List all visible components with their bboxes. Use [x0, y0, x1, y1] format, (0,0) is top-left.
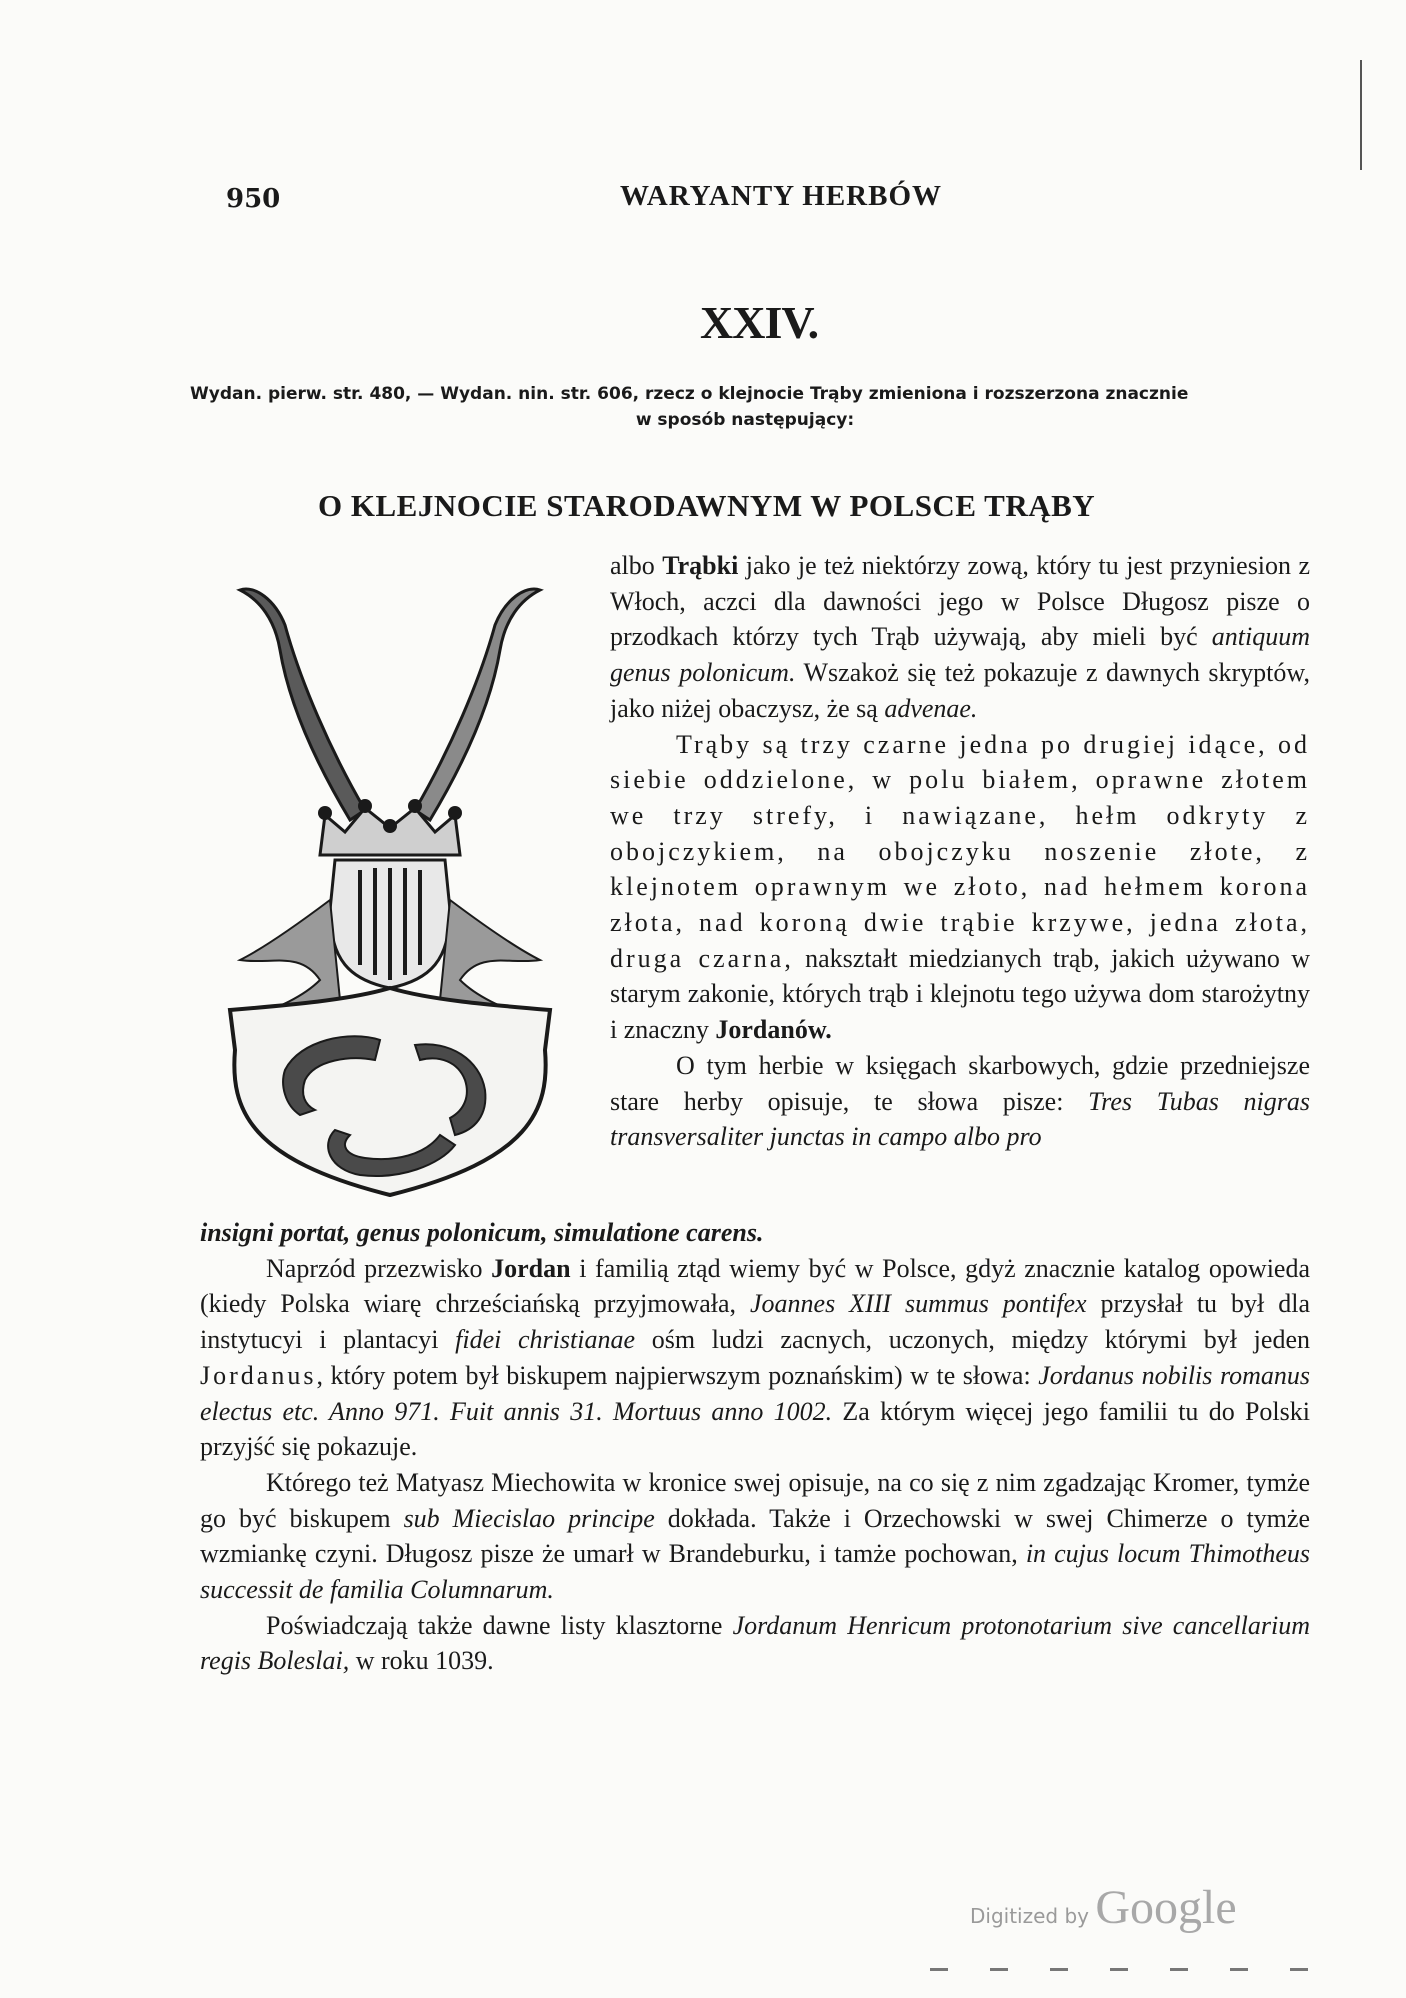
edition-note [190, 380, 1300, 434]
crest-description-column [610, 548, 1310, 1155]
edition-note-line-1: Wydan. pierw. str. 480, — Wydan. nin. str. 606, rzecz o klejnocie Trąby zmieniona i rozszerzona znacznie [190, 384, 1189, 404]
running-header-title: WARYANTY HERBÓW [620, 180, 943, 212]
paragraph: Naprzód przezwisko Jordan i familią ztąd wiemy być w Polsce, gdyż znacznie katalog opowieda (kiedy Polska wiarę chrześciańską przyjmowała, Joannes XIII summus pontifex przysłał tu był dla instytucyi i plantacyi fidei christianae ośm ludzi zacnych, uczonych, między którymi był jeden Jordanus, który potem był biskupem najpierwszym poznańskim) w te słowa: Jordanus nobilis romanus electus etc. Anno 971. Fuit annis 31. Mortuus anno 1002. Za którym więcej jego familii tu do Polski przyjść się pokazuje. [200, 1253, 1310, 1462]
crest-right-horn [415, 589, 540, 820]
paragraph: Poświadczają także dawne listy klasztorne Jordanum Henricum protonotarium sive cancellarium regis Boleslai, w roku 1039. [200, 1610, 1310, 1676]
page-edge-mark [1360, 60, 1362, 170]
page-number: 950 [226, 184, 281, 214]
paragraph: albo Trąbki jako je też niektórzy zową, który tu jest przyniesion z Włoch, aczci dla dawności jego w Polsce Długosz pisze o przodkach którzy tych Trąb używają, aby mieli być antiquum genus polonicum. Wszakoż się też pokazuje z dawnych skryptów, jako niżej obaczysz, że są advenae. [610, 551, 1311, 723]
main-text [200, 1215, 1310, 1679]
paragraph: insigni portat, genus polonicum, simulatione carens. [200, 1218, 764, 1247]
digitization-watermark [970, 1880, 1237, 1935]
bottom-edge-rule [930, 1968, 1350, 1971]
section-title: O KLEJNOCIE STARODAWNYM W POLSCE TRĄBY [318, 488, 1096, 523]
chapter-number: XXIV. [700, 297, 819, 348]
paragraph: Trąby są trzy czarne jedna po drugiej idące, od siebie oddzielone, w polu białem, oprawne złotem we trzy strefy, i nawiązane, hełm odkryty z obojczykiem, na obojczyku noszenie złote, z klejnotem oprawnym we złoto, nad hełmem korona złota, nad koroną dwie trąbie krzywe, jedna złota, druga czarna, nakształt miedzianych trąb, jakich używano w starym zakonie, których trąb i klejnotu tego używa dom starożytny i znaczny Jordanów. [610, 729, 1310, 1045]
coat-of-arms-trąby-icon [200, 570, 580, 1200]
crest-left-horn [240, 589, 365, 820]
google-logo: Google [1095, 1881, 1237, 1934]
watermark-prefix: Digitized by [970, 1904, 1089, 1928]
edition-note-line-2: w sposób następujący: [635, 410, 855, 430]
paragraph: O tym herbie w księgach skarbowych, gdzie przedniejsze stare herby opisuje, te słowa pisze: Tres Tubas nigras transversaliter junctas in campo albo pro [610, 1050, 1310, 1152]
paragraph: Którego też Matyasz Miechowita w kronice swej opisuje, na co się z nim zgadzając Kromer, tymże go być biskupem sub Miecislao principe dokłada. Także i Orzechowski w swej Chimerze o tymże wzmiankę czyni. Długosz pisze że umarł w Brandeburku, i tamże pochowan, in cujus locum Thimotheus successit de familia Columnarum. [200, 1467, 1310, 1605]
